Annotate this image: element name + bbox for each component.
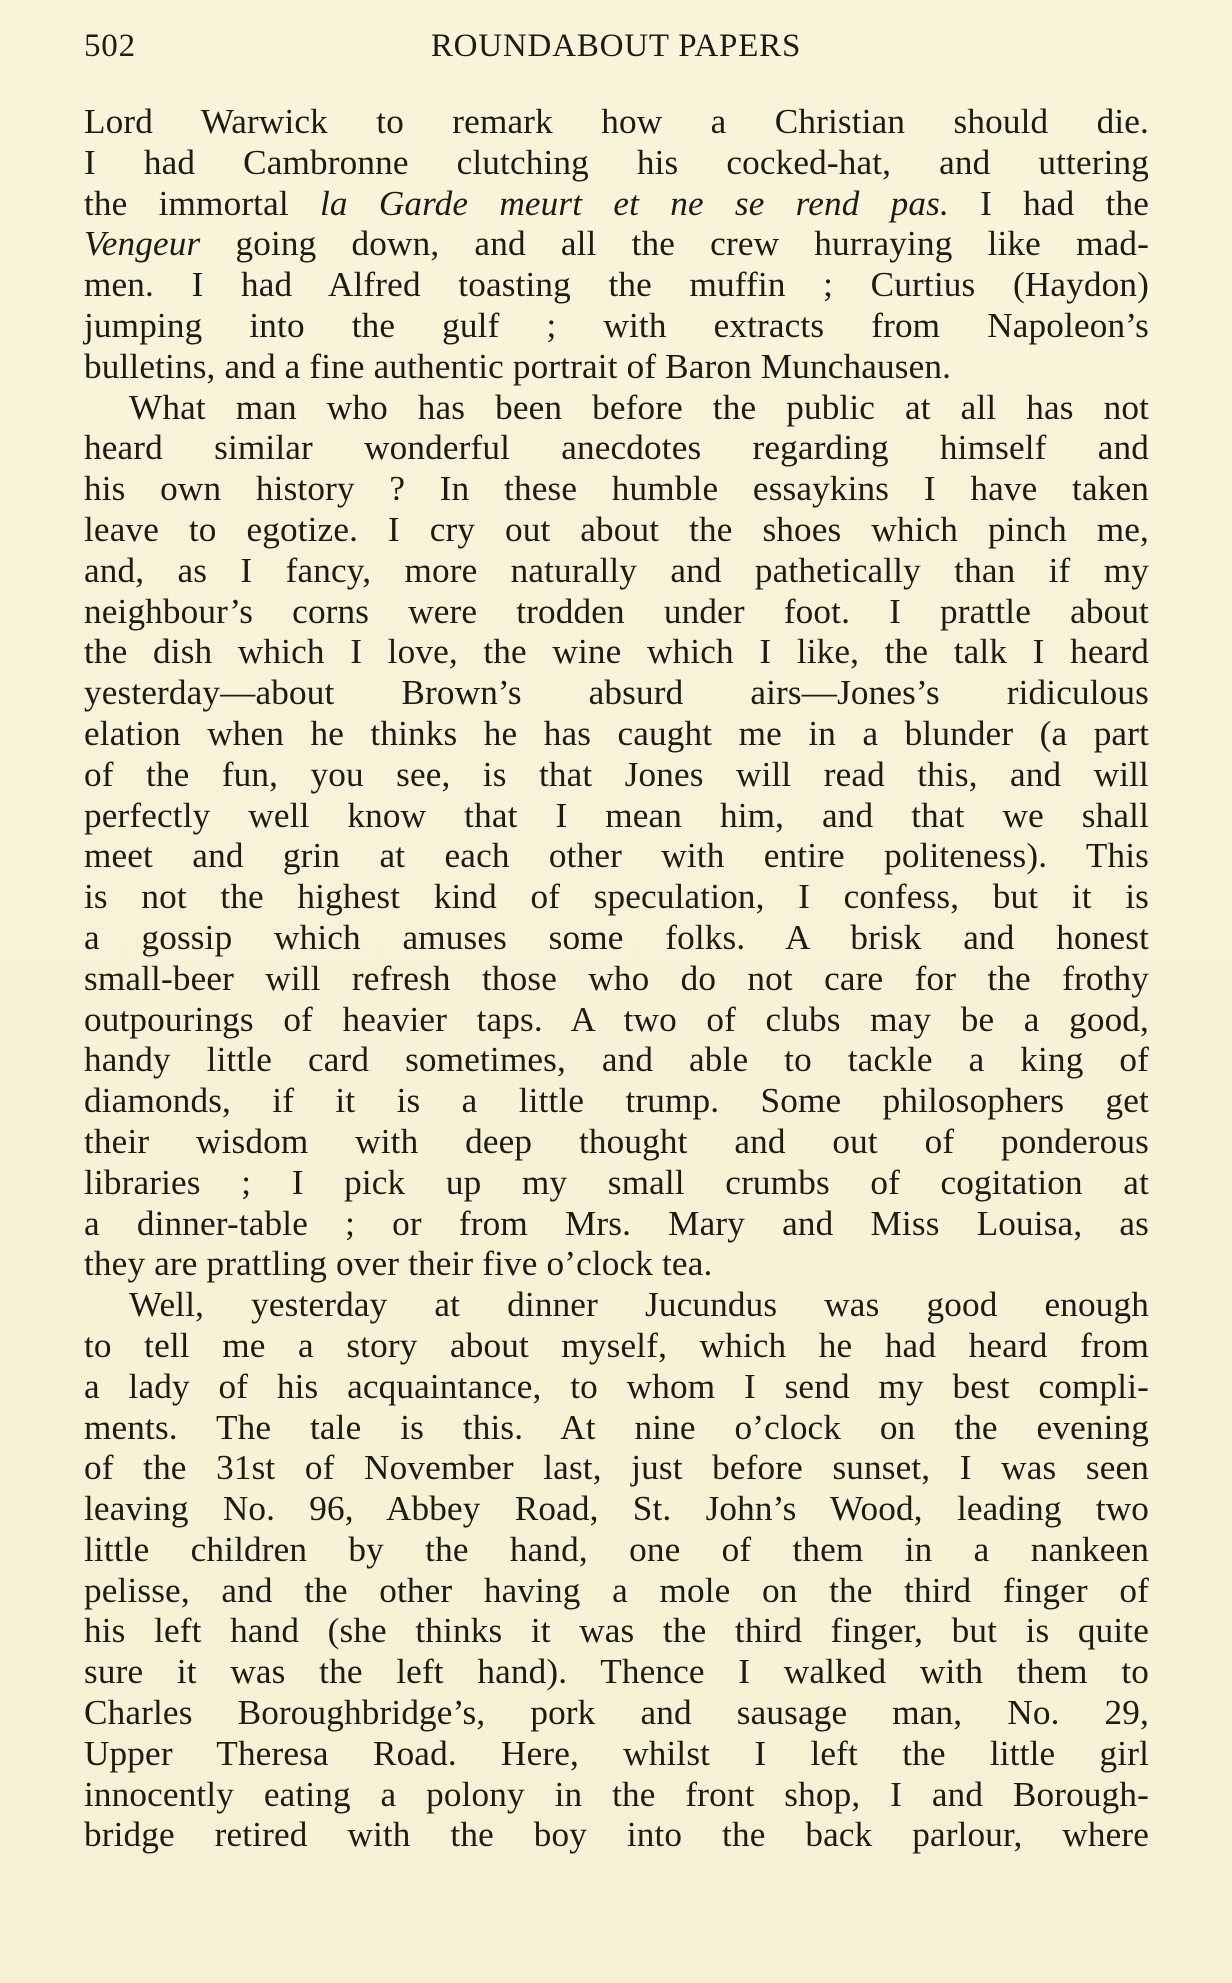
text-line: heard similar wonderful anecdotes regarding himself and [84, 428, 1149, 468]
text-line [84, 224, 1149, 265]
running-head [84, 28, 1148, 68]
text-line: of the 31st of November last, just before sunset, I was seen [84, 1448, 1149, 1488]
text-line: libraries ; I pick up my small crumbs of cogitation at [84, 1162, 1149, 1202]
text-line: Lord Warwick to remark how a Christian should die. [84, 102, 1149, 141]
text-line: sure it was the left hand). Thence I walked with them to [84, 1652, 1149, 1692]
text-line: handy little card sometimes, and able to tackle a king of [84, 1040, 1149, 1080]
text-line [84, 184, 1149, 225]
text-line: a dinner-table ; or from Mrs. Mary and Miss Louisa, as [84, 1203, 1149, 1243]
text-line: to tell me a story about myself, which he had heard from [84, 1325, 1149, 1365]
italic-quote: la Garde meurt et ne se rend pas. [319, 183, 949, 223]
text-line: bridge retired with the boy into the back parlour, where [84, 1815, 1149, 1855]
body-text [84, 102, 1149, 1856]
text-segment: I had the [948, 183, 1150, 223]
text-line: they are prattling over their five o’clock tea. [84, 1244, 713, 1284]
text-segment: going down, and all the crew hurraying like mad- [200, 224, 1149, 264]
text-line: and, as I fancy, more naturally and pathetically than if my [84, 550, 1149, 590]
text-line: ments. The tale is this. At nine o’clock on the evening [84, 1407, 1149, 1447]
paragraph-start-line: What man who has been before the public at all has not [129, 387, 1149, 427]
text-line: innocently eating a polony in the front shop, I and Borough- [84, 1774, 1149, 1814]
text-line: bulletins, and a fine authentic portrait of Baron Munchausen. [84, 346, 952, 386]
page-number: 502 [84, 28, 136, 64]
running-title: ROUNDABOUT PAPERS [430, 28, 802, 64]
text-line: a lady of his acquaintance, to whom I send my best compli- [84, 1366, 1149, 1406]
text-line: leaving No. 96, Abbey Road, St. John’s Wood, leading two [84, 1489, 1149, 1529]
text-line: Upper Theresa Road. Here, whilst I left the little girl [84, 1733, 1149, 1773]
text-line: pelisse, and the other having a mole on the third finger of [84, 1570, 1149, 1610]
text-segment: the immortal [84, 183, 320, 223]
italic-ship-name: Vengeur [84, 224, 201, 264]
text-line: men. I had Alfred toasting the muffin ; Curtius (Haydon) [84, 265, 1149, 305]
text-line: jumping into the gulf ; with extracts from Napoleon’s [84, 305, 1149, 345]
paragraph-start-line: Well, yesterday at dinner Jucundus was good enough [129, 1285, 1149, 1325]
text-line: leave to egotize. I cry out about the shoes which pinch me, [84, 509, 1149, 549]
text-line: their wisdom with deep thought and out of ponderous [84, 1121, 1149, 1161]
text-line: meet and grin at each other with entire politeness). This [84, 836, 1149, 876]
text-line: diamonds, if it is a little trump. Some philosophers get [84, 1081, 1149, 1121]
text-line: little children by the hand, one of them in a nankeen [84, 1529, 1149, 1569]
text-line: I had Cambronne clutching his cocked-hat, and uttering [84, 142, 1149, 182]
text-line: Charles Boroughbridge’s, pork and sausage man, No. 29, [84, 1693, 1149, 1733]
text-line: small-beer will refresh those who do not care for the frothy [84, 958, 1149, 998]
text-line: outpourings of heavier taps. A two of clubs may be a good, [84, 999, 1149, 1039]
text-line: the dish which I love, the wine which I like, the talk I heard [84, 632, 1149, 672]
text-line: his left hand (she thinks it was the third finger, but is quite [84, 1611, 1149, 1651]
text-line: is not the highest kind of speculation, I confess, but it is [84, 877, 1149, 917]
text-line: his own history ? In these humble essaykins I have taken [84, 469, 1149, 509]
text-line: elation when he thinks he has caught me in a blunder (a part [84, 713, 1149, 753]
text-line: yesterday—about Brown’s absurd airs—Jones’s ridiculous [84, 673, 1149, 713]
text-line: neighbour’s corns were trodden under foot. I prattle about [84, 591, 1149, 631]
text-line: perfectly well know that I mean him, and that we shall [84, 795, 1149, 835]
text-line: of the fun, you see, is that Jones will read this, and will [84, 754, 1149, 794]
text-line: a gossip which amuses some folks. A brisk and honest [84, 917, 1149, 957]
